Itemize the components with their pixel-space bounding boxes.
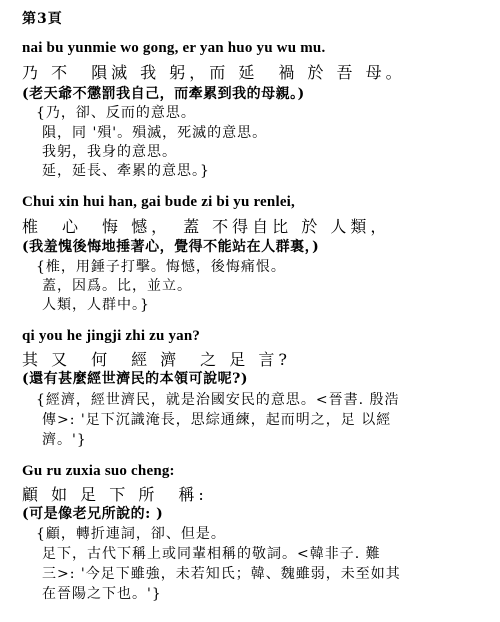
note-line: 三>: '今足下雖強，未若知氏；韓、魏雖弱，未至如其 [42, 566, 401, 582]
translation-line: (可是像老兄所說的: ) [22, 506, 164, 522]
note-line: {經濟，經世濟民，就是治國安民的意思。<晉書. 殷浩 [36, 392, 400, 408]
translation-line: (老天爺不懲罰我自己，而牽累到我的母親。) [22, 86, 305, 102]
note-line: {顧，轉折連詞，卻、但是。 [36, 526, 226, 542]
note-line: {椎，用錘子打擊。悔憾，後悔痛恨。 [36, 259, 286, 275]
note-line: 傳>: '足下沉識淹長，思綜通練，起而明之，足 以經 [42, 412, 392, 428]
note-line: 在晉陽之下也。'} [42, 586, 162, 602]
note-line: 人類，人群中。} [42, 297, 150, 313]
pinyin-line: nai bu yunmie wo gong, er yan huo yu wu mu. [22, 40, 326, 56]
note-line: 延，延長、牽累的意思。} [42, 163, 210, 179]
pinyin-line: Gu ru zuxia suo cheng: [22, 463, 175, 479]
page-label: 第3頁 [22, 11, 63, 27]
note-line: 濟。'} [42, 432, 87, 448]
note-line: {乃，卻、反而的意思。 [36, 105, 196, 121]
chinese-line: 顧 如 足 下 所 稱: [22, 485, 208, 504]
note-line: 足下，古代下稱上或同輩相稱的敬詞。<韓非子. 難 [42, 546, 381, 562]
note-line: 我躬，我身的意思。 [42, 144, 177, 160]
translation-line: (還有甚麼經世濟民的本領可說呢?) [22, 371, 248, 387]
note-line: 蓋，因爲。比，並立。 [42, 278, 192, 294]
pinyin-line: Chui xin hui han, gai bude zi bi yu renlei, [22, 194, 295, 210]
chinese-line: 其 又 何 經 濟 之 足 言? [22, 350, 291, 369]
chinese-line: 椎 心 悔 憾， 蓋 不得自比 於 人類， [22, 217, 391, 236]
pinyin-line: qi you he jingji zhi zu yan? [22, 328, 201, 344]
translation-line: (我羞愧後悔地捶著心，覺得不能站在人群裏，) [22, 239, 320, 255]
chinese-line: 乃 不 隕滅 我 躬，而 延 禍 於 吾 母。 [22, 63, 406, 82]
note-line: 隕，同 '殞'。殞滅，死滅的意思。 [42, 125, 268, 141]
